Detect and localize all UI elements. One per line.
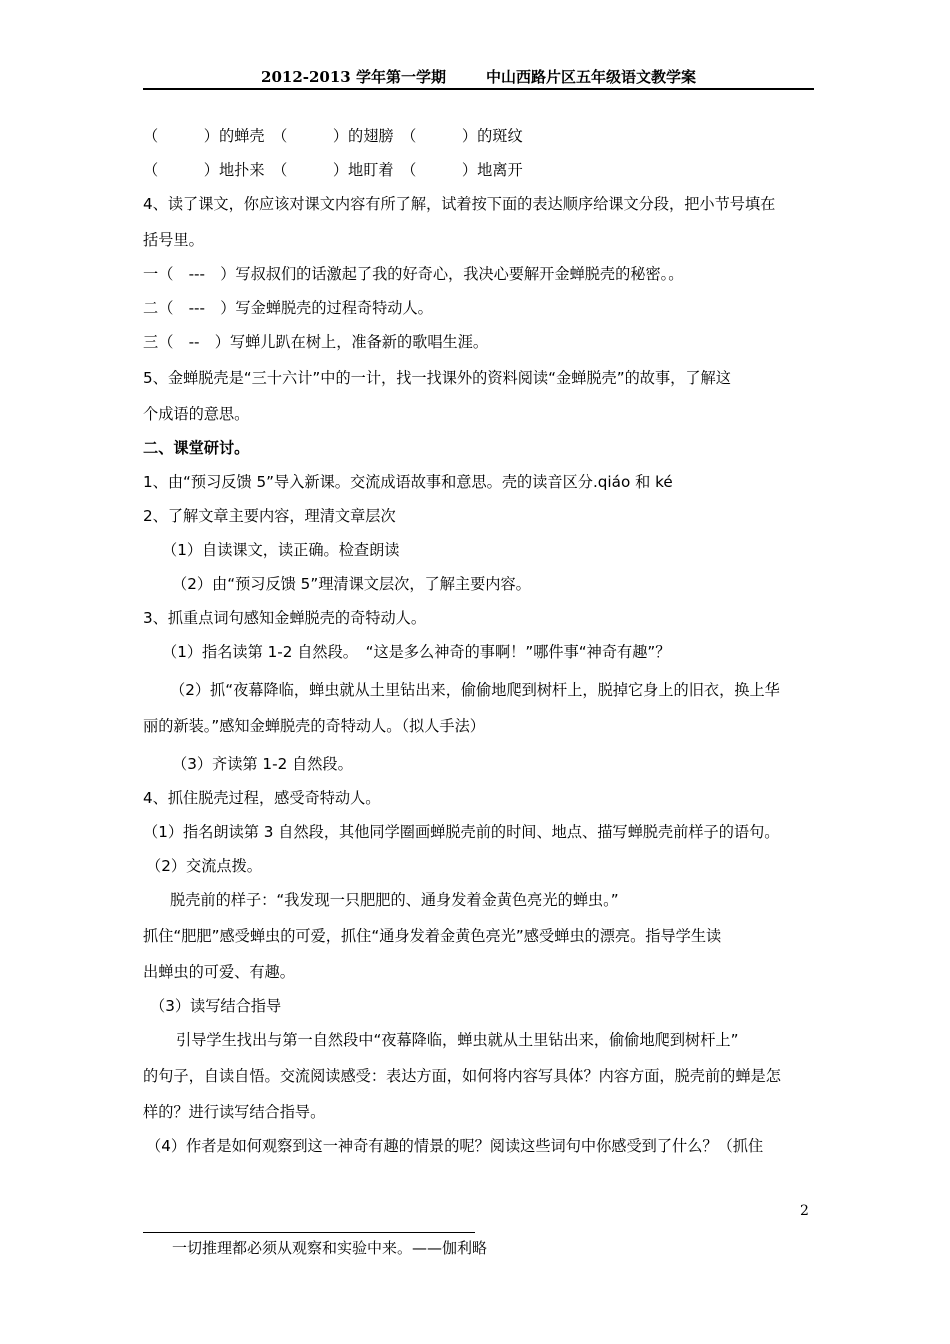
footer-quote: 一切推理都必须从观察和实验中来。——伽利略 (172, 1239, 488, 1257)
text-line: 丽的新装。”感知金蝉脱壳的奇特动人。（拟人手法） (143, 717, 485, 735)
header-term: 2012-2013 学年第一学期 (261, 68, 446, 86)
section-heading: 二、课堂研讨。 (143, 439, 250, 457)
text-line: 脱壳前的样子：“我发现一只肥肥的、通身发着金黄色亮光的蝉虫。” (170, 891, 619, 909)
text-line: 括号里。 (143, 231, 204, 249)
text-line: （1）指名朗读第 3 自然段，其他同学圈画蝉脱壳前的时间、地点、描写蝉脱壳前样子的语句。 (143, 823, 780, 841)
text-line: （3）读写结合指导 (150, 997, 282, 1015)
text-line: （4）作者是如何观察到这一神奇有趣的情景的呢？阅读这些词句中你感受到了什么？（抓住 (146, 1137, 764, 1155)
footer-rule (143, 1232, 475, 1233)
text-line: （1）指名读第 1-2 自然段。 “这是多么神奇的事啊！”哪件事“神奇有趣”？ (162, 643, 671, 661)
text-line: （1）自读课文，读正确。检查朗读 (162, 541, 400, 559)
text-line: （ ）地扑来 （ ）地盯着 （ ）地离开 (143, 161, 523, 179)
text-line: （2）抓“夜幕降临，蝉虫就从土里钻出来，偷偷地爬到树杆上，脱掉它身上的旧衣，换上华 (170, 681, 780, 699)
page-header (143, 66, 814, 90)
text-line: 一（ --- ）写叔叔们的话激起了我的好奇心，我决心要解开金蝉脱壳的秘密。。 (143, 265, 684, 283)
text-line: 个成语的意思。 (143, 405, 250, 423)
text-line: 4、读了课文，你应该对课文内容有所了解，试着按下面的表达顺序给课文分段，把小节号填在 (143, 195, 776, 213)
text-line: （3）齐读第 1-2 自然段。 (172, 755, 353, 773)
header-title: 中山西路片区五年级语文教学案 (485, 68, 696, 86)
text-line: 样的？进行读写结合指导。 (143, 1103, 326, 1121)
text-line: 抓住“肥肥”感受蝉虫的可爱，抓住“通身发着金黄色亮光”感受蝉虫的漂亮。指导学生读 (143, 927, 722, 945)
text-line: 的句子，自读自悟。交流阅读感受：表达方面，如何将内容写具体？内容方面，脱壳前的蝉是怎 (143, 1067, 781, 1085)
text-line: 1、由“预习反馈 5”导入新课。交流成语故事和意思。壳的读音区分.qiáo 和 ké (143, 473, 673, 491)
text-line: 5、金蝉脱壳是“三十六计”中的一计，找一找课外的资料阅读“金蝉脱壳”的故事，了解这 (143, 369, 731, 387)
text-line: 4、抓住脱壳过程，感受奇特动人。 (143, 789, 381, 807)
text-line: （2）由“预习反馈 5”理清课文层次，了解主要内容。 (172, 575, 531, 593)
text-line: （ ）的蝉壳 （ ）的翅膀 （ ）的斑纹 (143, 127, 523, 145)
text-line: 三（ -- ）写蝉儿趴在树上，准备新的歌唱生涯。 (143, 333, 489, 351)
text-line: （2）交流点拨。 (146, 857, 262, 875)
text-line: 引导学生找出与第一自然段中“夜幕降临，蝉虫就从土里钻出来，偷偷地爬到树杆上” (176, 1031, 739, 1049)
page-number: 2 (800, 1203, 809, 1219)
text-line: 二（ --- ）写金蝉脱壳的过程奇特动人。 (143, 299, 433, 317)
text-line: 3、抓重点词句感知金蝉脱壳的奇特动人。 (143, 609, 427, 627)
text-line: 出蝉虫的可爱、有趣。 (143, 963, 295, 981)
text-line: 2、了解文章主要内容，理清文章层次 (143, 507, 396, 525)
